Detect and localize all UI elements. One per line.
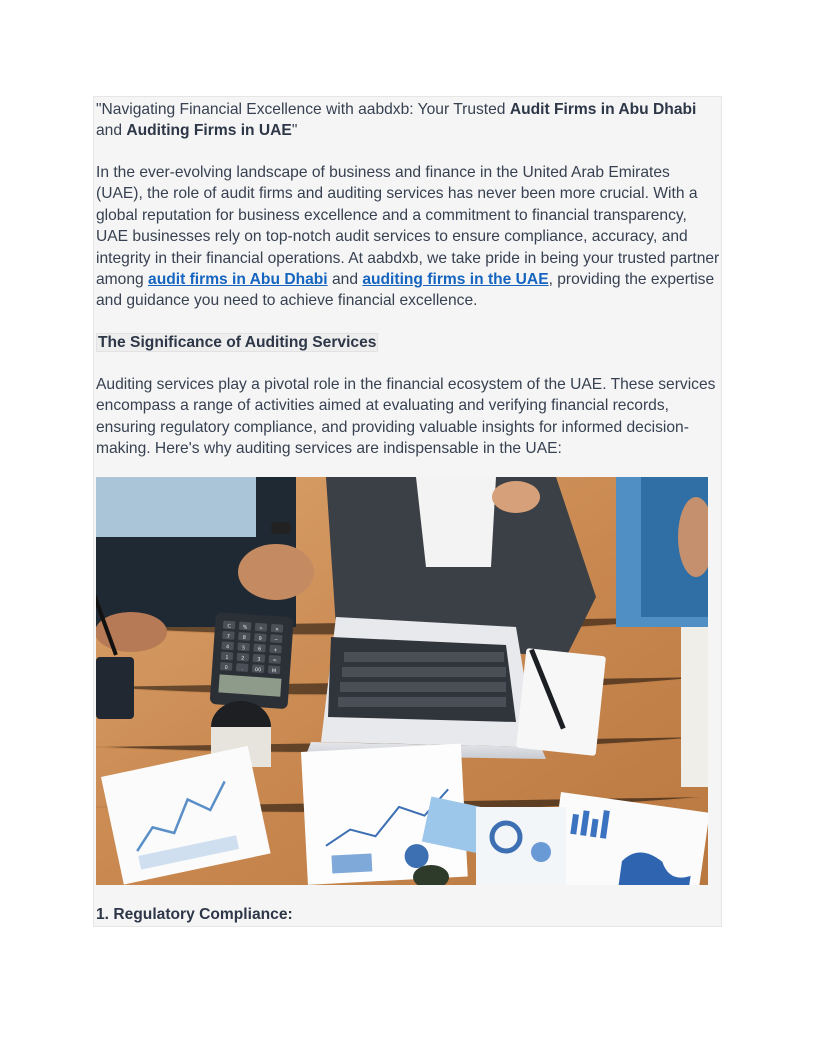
audit-firms-abu-dhabi-link[interactable]: audit firms in Abu Dhabi	[148, 271, 328, 289]
calculator-key-label: 2	[241, 655, 245, 662]
title-bold-audit-firms: Audit Firms in Abu Dhabi	[509, 101, 697, 118]
calculator-key-label: 4	[225, 644, 230, 651]
calculator-key-label: 3	[256, 656, 261, 663]
calculator-key-label: M	[271, 668, 277, 675]
calculator-key-label: .	[241, 666, 244, 673]
calculator-key-label: ÷	[258, 625, 264, 632]
calculator-key-label: 5	[241, 645, 246, 652]
calculator-key-label: C	[227, 623, 231, 630]
calculator-key-label: 7	[226, 633, 231, 640]
calculator-key-label: −	[273, 637, 279, 644]
calculator-key-label: 00	[254, 666, 262, 674]
section-heading	[96, 332, 378, 353]
calculator-key-label: %	[242, 624, 248, 631]
calculator-key-label: +	[273, 647, 278, 654]
intro-text: In the ever-evolving landscape of business and finance in the United Arab Emirates (UAE), the role of audit firms and auditing services has never been more crucial. With a global reputation for business excellence and a commitment to financial transparency, UAE businesses rely on top-notch audit services to ensure compliance, accuracy, and integrity in their financial operations. At aabdxb, we take pride in being your trusted partner among	[96, 164, 720, 289]
title-quote: "	[291, 122, 298, 140]
calculator-key-label: ×	[274, 626, 280, 633]
intro-text-end: , providing the expertise and guidance you need to achieve financial excellence.	[96, 271, 715, 310]
calculator-key-label: 0	[224, 664, 228, 672]
calculator-key-label: =	[272, 657, 278, 665]
intro-text-and: and	[327, 271, 363, 289]
section-heading-text: The Significance of Auditing Services	[98, 334, 377, 351]
calculator-key-label: 6	[257, 646, 262, 653]
title-text-and: and	[96, 122, 127, 140]
title-bold-auditing-firms: Auditing Firms in UAE	[126, 122, 292, 140]
calculator-key-label: 8	[242, 634, 247, 642]
article-title	[96, 99, 720, 142]
intro-paragraph	[96, 162, 720, 312]
paragraph-auditing-services: Auditing services play a pivotal role in the financial ecosystem of the UAE. These services encompass a range of activities aimed at evaluating and verifying financial records, ensuring regulatory compliance, and providing valuable insights for informed decision-making. Here's why auditing services are indispensable in the UAE:	[96, 376, 716, 458]
photo-illustration	[96, 477, 708, 885]
office-meeting-photo	[96, 477, 708, 885]
calculator-key-label: 1	[225, 654, 229, 661]
calculator-key-label: 9	[258, 635, 263, 643]
title-text: "Navigating Financial Excellence with aabdxb: Your Trusted	[96, 101, 510, 118]
regulatory-compliance-heading: 1. Regulatory Compliance:	[96, 906, 293, 923]
auditing-firms-uae-link[interactable]: auditing firms in the UAE	[362, 271, 549, 289]
